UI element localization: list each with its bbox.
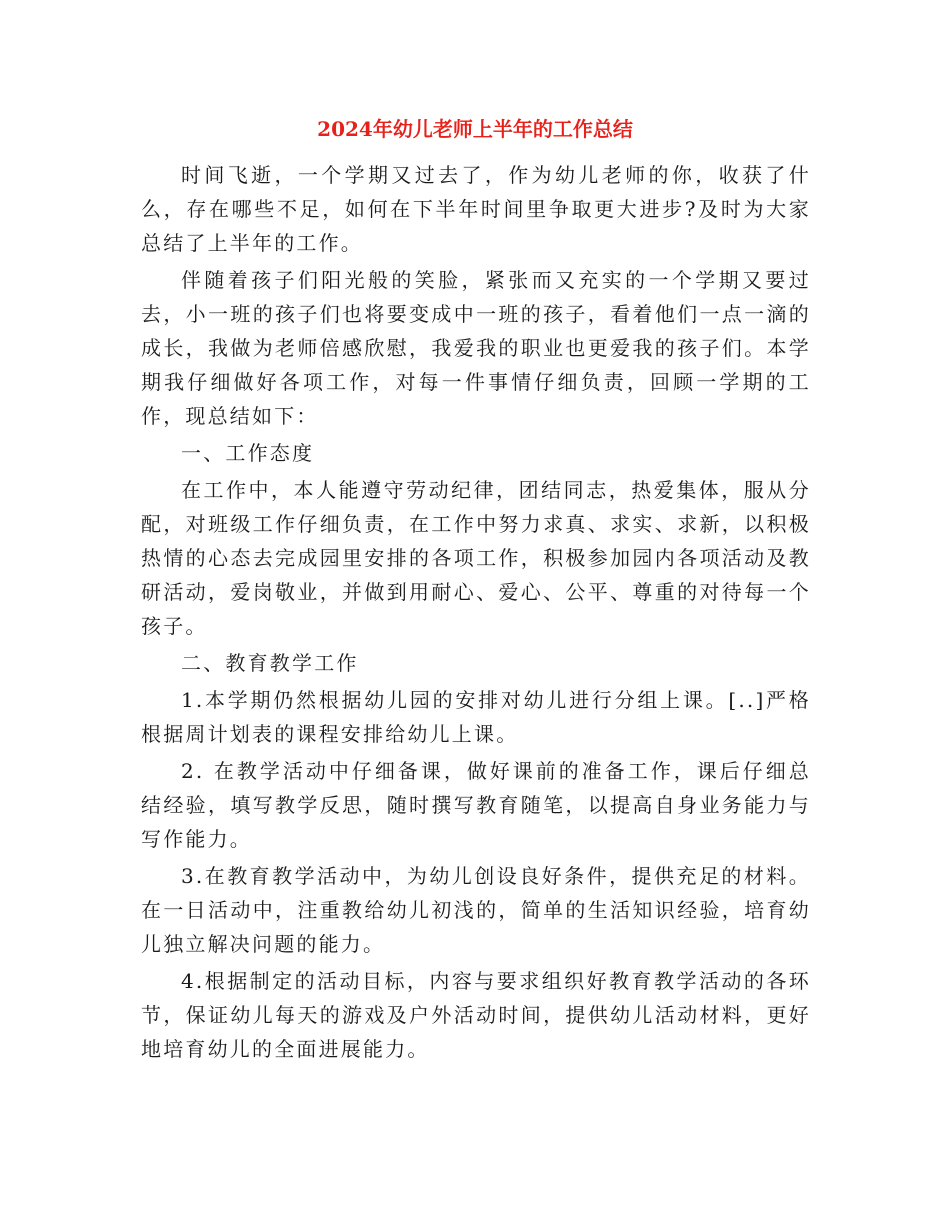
section-heading-teaching: 二、教育教学工作 xyxy=(181,651,359,675)
paragraph-teaching-item-3: 3.在教育教学活动中，为幼儿创设良好条件，提供充足的材料。在一日活动中，注重教给幼儿初浅的，简单的生活知识经验，培育幼儿独立解决问题的能力。 xyxy=(141,864,811,956)
paragraph-teaching-item-2: 2. 在教学活动中仔细备课，做好课前的准备工作，课后仔细总结经验，填写教学反思，随时撰写教育随笔，以提高自身业务能力与写作能力。 xyxy=(141,759,811,851)
document-title: 2024年幼儿老师上半年的工作总结 xyxy=(317,117,633,141)
paragraph-work-attitude: 在工作中，本人能遵守劳动纪律，团结同志，热爱集体，服从分配，对班级工作仔细负责，在工作中努力求真、求实、求新，以积极热情的心态去完成园里安排的各项工作，积极参加园内各项活动及教研活动，爱岗敬业，并做到用耐心、爱心、公平、尊重的对待每一个孩子。 xyxy=(141,478,811,638)
document-body xyxy=(141,158,811,1066)
paragraph-overview: 伴随着孩子们阳光般的笑脸，紧张而又充实的一个学期又要过去，小一班的孩子们也将要变成中一班的孩子，看着他们一点一滴的成长，我做为老师倍感欣慰，我爱我的职业也更爱我的孩子们。本学期我仔细做好各项工作，对每一件事情仔细负责，回顾一学期的工作，现总结如下： xyxy=(141,268,811,428)
paragraph-teaching-item-1: 1.本学期仍然根据幼儿园的安排对幼儿进行分组上课。[..]严格根据周计划表的课程安排给幼儿上课。 xyxy=(141,688,811,746)
paragraph-intro: 时间飞逝，一个学期又过去了，作为幼儿老师的你，收获了什么，存在哪些不足，如何在下半年时间里争取更大进步?及时为大家总结了上半年的工作。 xyxy=(141,163,811,255)
section-heading-work-attitude: 一、工作态度 xyxy=(181,441,315,465)
paragraph-teaching-item-4: 4.根据制定的活动目标，内容与要求组织好教育教学活动的各环节，保证幼儿每天的游戏及户外活动时间，提供幼儿活动材料，更好地培育幼儿的全面进展能力。 xyxy=(141,969,811,1061)
